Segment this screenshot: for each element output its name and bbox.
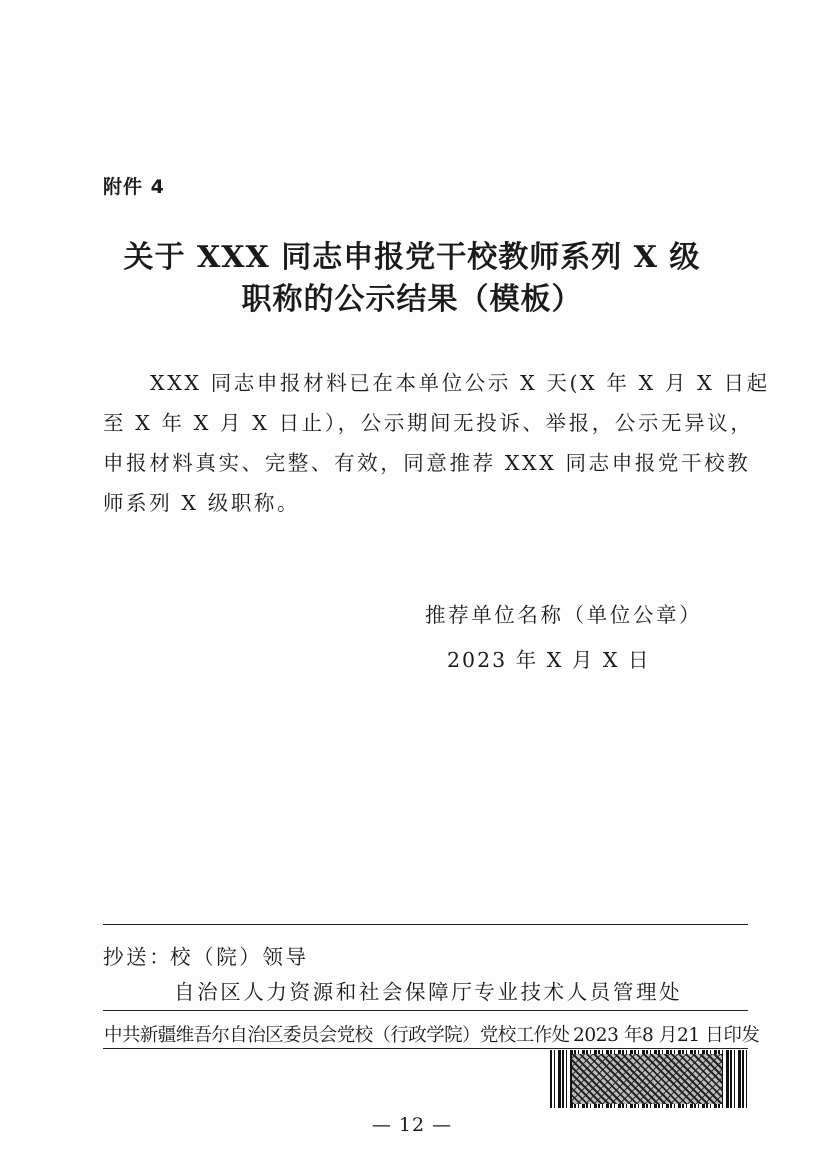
barcode-image xyxy=(550,1050,748,1108)
recommending-unit: 推荐单位名称（单位公章） xyxy=(425,603,703,627)
attachment-label: 附件 4 xyxy=(103,176,165,198)
body-paragraph-line-4: 师系列 X 级职称。 xyxy=(103,491,301,515)
cc-recipient: 自治区人力资源和社会保障厅专业技术人员管理处 xyxy=(174,980,683,1004)
issuing-office: 中共新疆维吾尔自治区委员会党校（行政学院）党校工作处 xyxy=(104,1025,570,1046)
signature-date: 2023 年 X 月 X 日 xyxy=(447,648,651,672)
cc-top-rule xyxy=(103,924,748,925)
page-number: — 12 — xyxy=(371,1114,453,1136)
document-title-line-2: 职称的公示结果（模板） xyxy=(241,282,583,317)
footer-bottom-rule xyxy=(103,1048,748,1049)
barcode-pattern xyxy=(572,1054,722,1104)
cc-label: 抄送： xyxy=(103,945,173,969)
document-title-line-1: 关于 XXX 同志申报党干校教师系列 X 级 xyxy=(123,240,701,275)
body-paragraph-line-3: 申报材料真实、完整、有效，同意推荐 XXX 同志申报党干校教 xyxy=(103,451,751,475)
cc-bottom-rule xyxy=(103,1010,748,1011)
body-paragraph-line-2: 至 X 年 X 月 X 日止），公示期间无投诉、举报，公示无异议， xyxy=(103,411,754,435)
issue-date: 2023 年8 月21 日印发 xyxy=(573,1025,760,1046)
body-paragraph-line-1: XXX 同志申报材料已在本单位公示 X 天(X 年 X 月 X 日起 xyxy=(150,371,770,395)
cc-recipient: 校（院）领导 xyxy=(170,945,309,969)
